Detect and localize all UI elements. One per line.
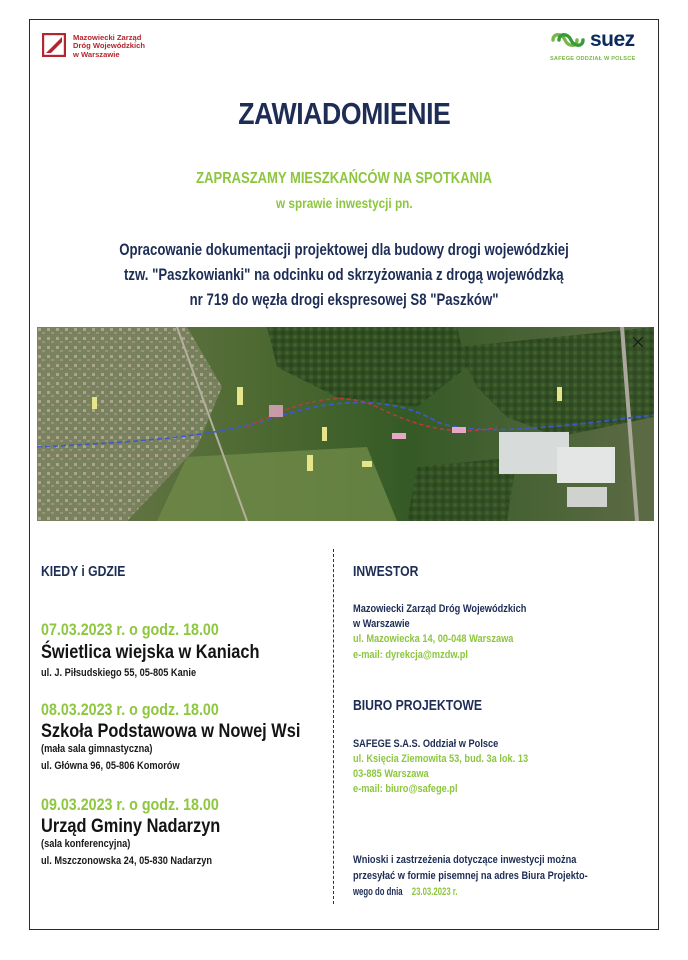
event3-date: 09.03.2023 r. o godz. 18.00 <box>41 795 219 814</box>
project-line2: tzw. "Paszkowianki" na odcinku od skrzyżowania z drogą wojewódzką <box>124 266 564 284</box>
design-office-address-line2: 03-885 Warszawa <box>353 768 429 780</box>
note-line3 <box>353 884 653 900</box>
mzdw-logo-line2: Dróg Wojewódzkich <box>73 41 146 51</box>
event3-detail: (sala konferencyjna) <box>41 838 131 850</box>
mzdw-logo-line1: Mazowiecki Zarząd <box>73 33 142 42</box>
project-description <box>0 238 688 313</box>
mzdw-logo <box>42 33 182 65</box>
design-office-name: SAFEGE S.A.S. Oddział w Polsce <box>353 738 499 750</box>
project-line1: Opracowanie dokumentacji projektowej dla budowy drogi wojewódzkiej <box>119 241 569 259</box>
investor-address: ul. Mazowiecka 14, 00-048 Warszawa <box>353 633 514 645</box>
event2-date: 08.03.2023 r. o godz. 18.00 <box>41 700 219 719</box>
suez-subtitle: SAFEGE ODDZIAŁ W POLSCE <box>550 56 636 62</box>
invitation-line2: w sprawie inwestycji pn. <box>275 195 413 211</box>
design-office-email[interactable]: e-mail: biuro@safege.pl <box>353 783 458 795</box>
investor-heading: INWESTOR <box>353 564 419 580</box>
suez-wave-icon <box>550 29 586 51</box>
invitation-line1: ZAPRASZAMY MIESZKAŃCÓW NA SPOTKANIA <box>196 170 492 187</box>
event1-date: 07.03.2023 r. o godz. 18.00 <box>41 620 219 639</box>
page-title: ZAWIADOMIENIE <box>237 96 451 131</box>
design-office-heading: BIURO PROJEKTOWE <box>353 698 483 714</box>
design-office-address-line1: ul. Księcia Ziemowita 53, bud. 3a lok. 13 <box>353 753 529 765</box>
event2-address: ul. Główna 96, 05-806 Komorów <box>41 760 180 772</box>
submission-note <box>353 852 653 900</box>
investor-name-line1: Mazowiecki Zarząd Dróg Wojewódzkich <box>353 603 527 615</box>
investor-email[interactable]: e-mail: dyrekcja@mzdw.pl <box>353 649 468 661</box>
event2-detail: (mała sala gimnastyczna) <box>41 743 153 755</box>
note-line1: Wnioski i zastrzeżenia dotyczące inwestycji można <box>353 854 577 866</box>
event3-address: ul. Mszczonowska 24, 05-830 Nadarzyn <box>41 855 213 867</box>
project-line3: nr 719 do węzła drogi ekspresowej S8 "Paszków" <box>189 291 499 309</box>
when-where-heading: KIEDY i GDZIE <box>41 564 126 580</box>
suez-wordmark: suez <box>590 28 635 51</box>
mzdw-logo-line3: w Warszawie <box>73 49 120 59</box>
event3-venue: Urząd Gminy Nadarzyn <box>41 815 221 837</box>
mzdw-logo-text <box>73 34 145 59</box>
event1-address: ul. J. Piłsudskiego 55, 05-805 Kanie <box>41 667 197 679</box>
event1-venue: Świetlica wiejska w Kaniach <box>41 641 260 663</box>
note-deadline: 23.03.2023 r. <box>412 886 458 898</box>
aerial-route-map <box>37 327 654 521</box>
mzdw-road-mark-icon <box>42 33 66 57</box>
suez-logo <box>548 28 658 68</box>
event2-venue: Szkoła Podstawowa w Nowej Wsi <box>41 720 301 742</box>
note-line2: przesyłać w formie pisemnej na adres Biura Projekto- <box>353 870 588 882</box>
aerial-photo <box>37 327 654 521</box>
note-line3-prefix: wego do dnia <box>353 886 403 898</box>
investor-name-line2: w Warszawie <box>353 618 410 630</box>
